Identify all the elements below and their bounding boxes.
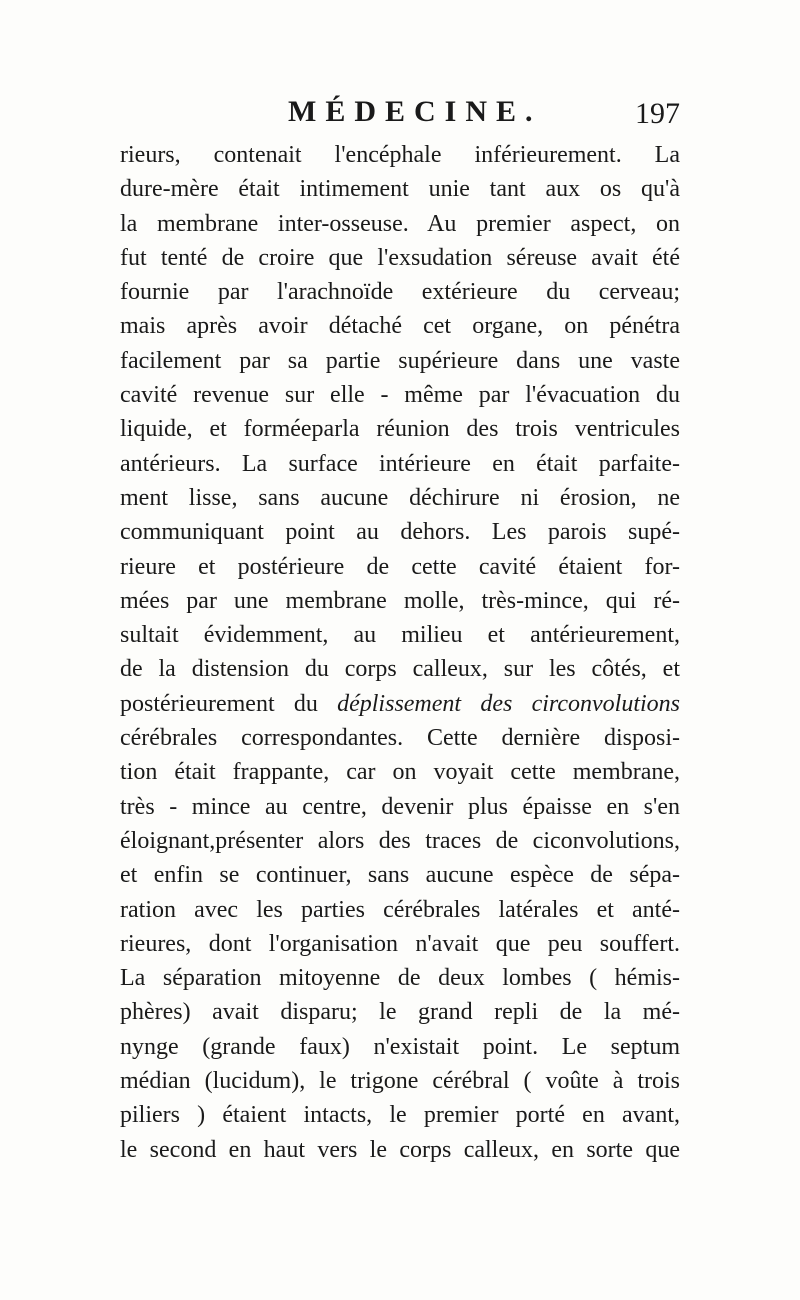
text-line: le second en haut vers le corps calleux, en sorte que — [120, 1136, 680, 1163]
running-title: MÉDECINE. — [288, 95, 542, 128]
text-line: rieurs, contenait l'encéphale inférieurement. La — [120, 142, 680, 168]
text-line: mais après avoir détaché cet organe, on pénétra — [120, 313, 680, 340]
text-line: rieure et postérieure de cette cavité étaient for- — [120, 553, 680, 580]
text-line: ration avec les parties cérébrales latérales et anté- — [120, 896, 680, 923]
italic-phrase: déplissement des circonvolutions — [337, 690, 680, 717]
text-line — [120, 687, 680, 721]
text-segment: postérieurement du — [120, 690, 338, 717]
body-text — [120, 138, 680, 1167]
text-line: piliers ) étaient intacts, le premier porté en avant, — [120, 1102, 680, 1129]
page-number: 197 — [635, 97, 680, 130]
text-line: phères) avait disparu; le grand repli de la mé- — [120, 999, 680, 1026]
text-line: et enfin se continuer, sans aucune espèce de sépa- — [120, 862, 680, 889]
text-line: cérébrales correspondantes. Cette dernière disposi- — [120, 725, 680, 752]
text-line: cavité revenue sur elle - même par l'évacuation du — [120, 382, 680, 409]
text-line: sultait évidemment, au milieu et antérieurement, — [120, 622, 680, 649]
text-line: ment lisse, sans aucune déchirure ni érosion, ne — [120, 484, 680, 511]
text-line: éloignant,présenter alors des traces de ciconvolutions, — [120, 827, 680, 854]
text-line: rieures, dont l'organisation n'avait que peu souffert. — [120, 930, 680, 957]
text-line: La séparation mitoyenne de deux lombes ( hémis- — [120, 965, 680, 992]
text-line: dure-mère était intimement unie tant aux os qu'à — [120, 176, 680, 203]
text-line: liquide, et forméeparla réunion des trois ventricules — [120, 416, 680, 443]
text-line: facilement par sa partie supérieure dans une vaste — [120, 347, 680, 374]
text-line: nynge (grande faux) n'existait point. Le septum — [120, 1033, 680, 1060]
text-line: fut tenté de croire que l'exsudation séreuse avait été — [120, 244, 680, 271]
text-line: antérieurs. La surface intérieure en était parfaite- — [120, 450, 680, 477]
text-line: de la distension du corps calleux, sur les côtés, et — [120, 656, 680, 683]
text-line: médian (lucidum), le trigone cérébral ( voûte à trois — [120, 1068, 680, 1095]
text-line: la membrane inter-osseuse. Au premier aspect, on — [120, 210, 680, 237]
text-line: fournie par l'arachnoïde extérieure du cerveau; — [120, 279, 680, 306]
text-line: communiquant point au dehors. Les parois supé- — [120, 519, 680, 546]
text-line: mées par une membrane molle, très-mince, qui ré- — [120, 587, 680, 614]
running-head — [120, 92, 680, 132]
text-line: très - mince au centre, devenir plus épaisse en s'en — [120, 793, 680, 820]
text-line: tion était frappante, car on voyait cette membrane, — [120, 759, 680, 786]
